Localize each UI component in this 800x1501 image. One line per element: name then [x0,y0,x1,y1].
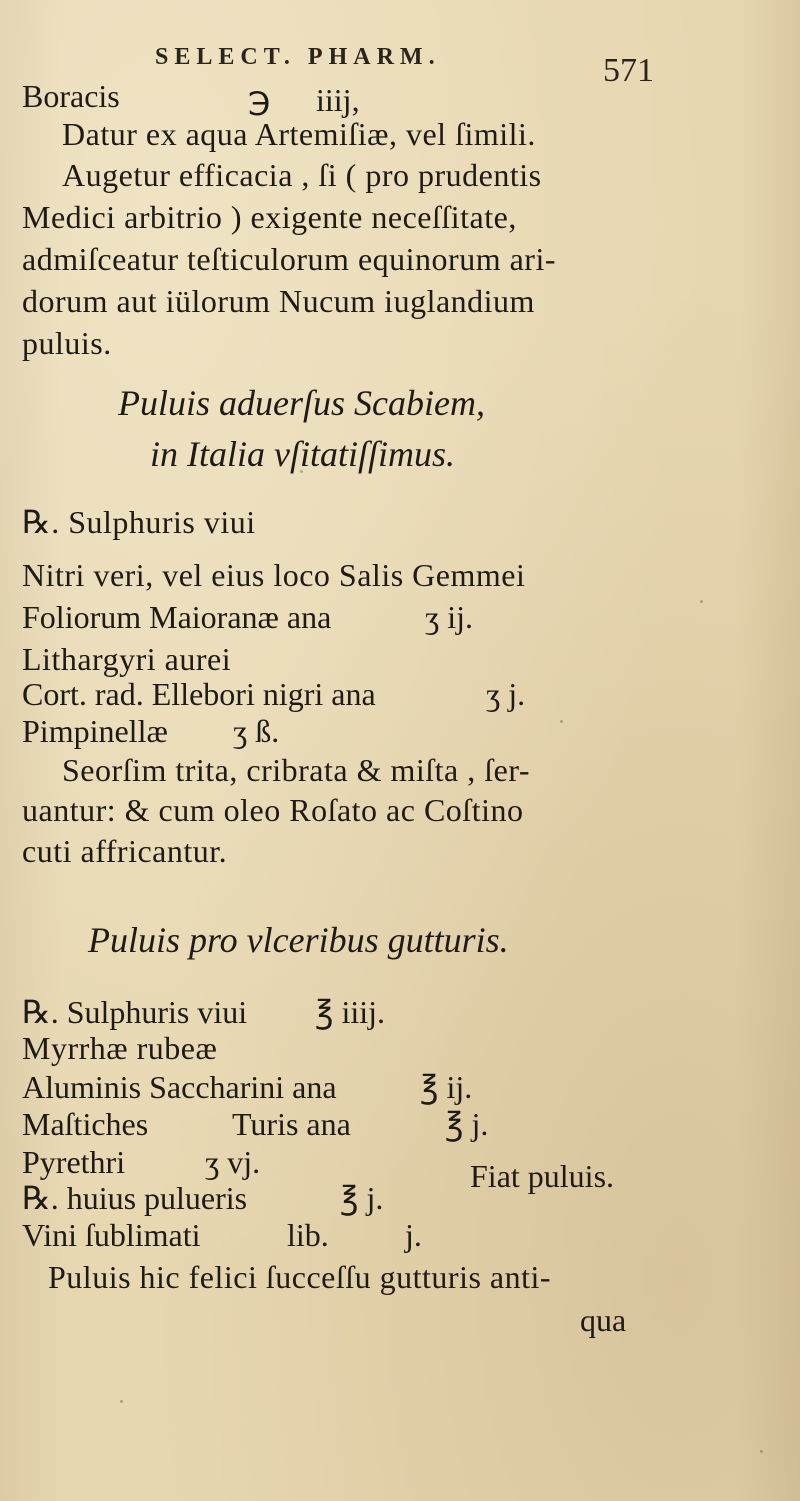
recipe-line: lib. [287,1217,329,1253]
recipe-line: Maſtiches [22,1106,149,1142]
paper-fleck [300,470,303,473]
recipe-line: Pyrethri [22,1144,126,1180]
recipe-line: Cort. rad. Ellebori nigri ana [22,676,376,712]
paper-fleck [760,1450,763,1453]
recipe-line: Puluis hic felici ſucceſſu gutturis anti- [48,1259,552,1295]
recipe-note: Fiat puluis. [470,1158,615,1194]
recipe-line: cuti affricantur. [22,833,228,869]
recipe-line: ℞. Sulphuris viui [22,504,256,540]
recipe-line: Lithargyri aurei [22,641,232,677]
recipe-line: ℞. huius pulueris [22,1180,248,1216]
recipe-line: Seorſim trita, cribrata & miſta , ſer- [62,752,530,788]
text-line: iiij, [316,82,360,118]
page-number: 571 [603,52,654,89]
recipe-quantity: ℥ j. [445,1106,489,1142]
recipe-line: Turis ana [232,1106,351,1142]
text-line: Augetur efficacia , ſi ( pro prudentis [62,157,542,193]
recipe-quantity: ʒ vj. [205,1144,261,1180]
text-line: Boracis [22,78,120,114]
paper-fleck [700,600,703,603]
paper-fleck [120,1400,123,1403]
recipe-quantity: ℥ ij. [420,1069,473,1105]
recipe-quantity: ʒ j. [486,676,526,712]
text-line: dorum aut iülorum Nucum iuglandium [22,283,535,319]
text-line: Datur ex aqua Artemiſiæ, vel ſimili. [62,116,536,152]
section-heading: in Italia vſitatiſſimus. [150,434,455,474]
recipe-quantity: j. [405,1217,422,1253]
text-line: puluis. [22,325,112,361]
recipe-line: Vini ſublimati [22,1217,201,1253]
recipe-line: ℞. Sulphuris viui [22,994,248,1030]
text-line: ℈ [248,82,271,118]
section-heading: Puluis aduerſus Scabiem, [118,383,485,423]
recipe-line: Nitri veri, vel eius loco Salis Gemmei [22,557,526,593]
recipe-line: Aluminis Saccharini ana [22,1069,337,1105]
recipe-line: Pimpinellæ [22,713,168,749]
paper-fleck [560,720,563,723]
recipe-line: Myrrhæ rubeæ [22,1030,218,1066]
recipe-line: Foliorum Maioranæ ana [22,599,332,635]
recipe-line: uantur: & cum oleo Roſato ac Coſtino [22,792,524,828]
running-title: SELECT. PHARM. [155,44,441,70]
recipe-quantity: ʒ ij. [425,599,473,635]
recipe-quantity: ʒ ß. [233,713,280,749]
text-line: Medici arbitrio ) exigente neceſſitate, [22,199,517,235]
section-heading: Puluis pro vlceribus gutturis. [88,920,509,960]
text-line: admiſceatur teſticulorum equinorum ari- [22,241,556,277]
recipe-quantity: ℥ j. [340,1180,384,1216]
catchword: qua [580,1302,627,1338]
recipe-quantity: ℥ iiij. [315,994,386,1030]
